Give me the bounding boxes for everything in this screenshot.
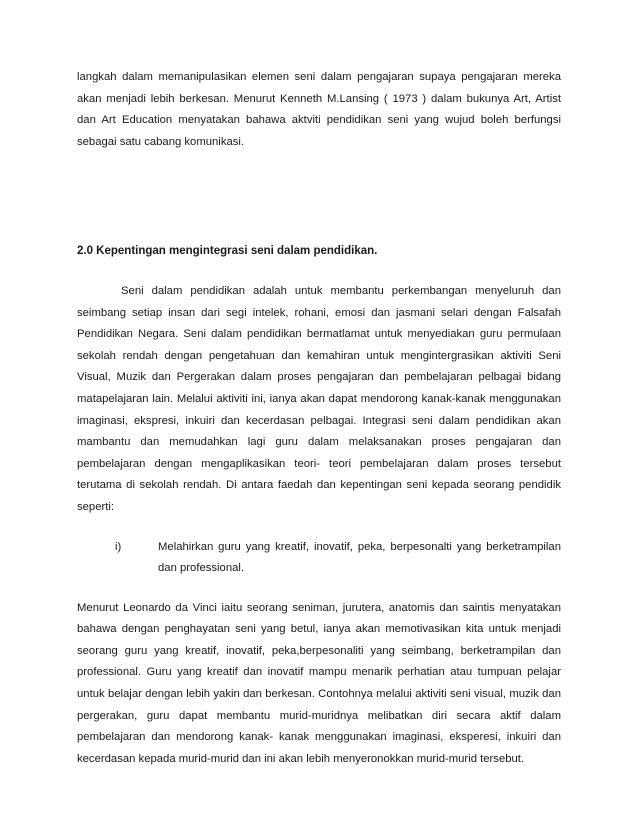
list-item — [77, 537, 561, 580]
paragraph-intro: langkah dalam memanipulasikan elemen seni dalam pengajaran supaya pengajaran mereka akan menjadi lebih berkesan. Menurut Kenneth M.Lansing ( 1973 ) dalam bukunya Art, Artist dan Art Education menyatakan bahawa aktviti pendidikan seni yang wujud boleh berfungsi sebagai satu cabang komunikasi. — [77, 71, 561, 148]
list-marker: i) — [115, 540, 122, 553]
paragraph-integration: Seni dalam pendidikan adalah untuk membantu perkembangan menyeluruh dan seimbang setiap insan dari segi intelek, rohani, emosi dan jasmani selari dengan Falsafah Pendidikan Negara. Seni dalam pendidikan bermatlamat untuk menyediakan guru permulaan sekolah rendah dengan pengetahuan dan kemahiran untuk mengintergrasikan aktiviti Seni Visual, Muzik dan Pergerakan dalam proses pengajaran dan pembelajaran pelbagai bidang matapelajaran lain. Melalui aktiviti ini, ianya akan dapat mendorong kanak-kanak menggunakan imaginasi, ekspresi, inkuiri dan kecerdasan pelbagai. Integrasi seni dalam pendidikan akan mambantu dan memudahkan lagi guru dalam melaksanakan proses pengajaran dan pembelajaran dengan mengaplikasikan teori- teori pembelajaran dalam proses tersebut terutama di sekolah rendah. Di antara faedah dan kepentingan seni kepada seorang pendidik seperti: — [77, 284, 561, 513]
section-heading: 2.0 Kepentingan mengintegrasi seni dalam pendidikan. — [77, 245, 378, 258]
list-item-text: Melahirkan guru yang kreatif, inovatif, peka, berpesonalti yang berketrampilan dan professional. — [158, 540, 561, 575]
paragraph-leonardo: Menurut Leonardo da Vinci iaitu seorang seniman, jurutera, anatomis dan saintis menyatakan bahawa dengan penghayatan seni yang betul, ianya akan memotivasikan kita untuk menjadi seorang guru yang kreatif, inovatif, peka,berpesonaliti yang seimbang, berketrampilan dan professional. Guru yang kreatif dan inovatif mampu menarik perhatian atau tumpuan pelajar untuk belajar dengan lebih yakin dan berkesan. Contohnya melalui aktiviti seni visual, muzik dan pergerakan, guru dapat membantu murid-muridnya melibatkan diri secara aktif dalam pembelajaran dan mendorong kanak- kanak menggunakan imaginasi, eksperesi, inkuiri dan kecerdasan kepada murid-murid dan ini akan lebih menyeronokkan murid-murid tersebut. — [77, 601, 561, 765]
document-page — [77, 67, 561, 770]
